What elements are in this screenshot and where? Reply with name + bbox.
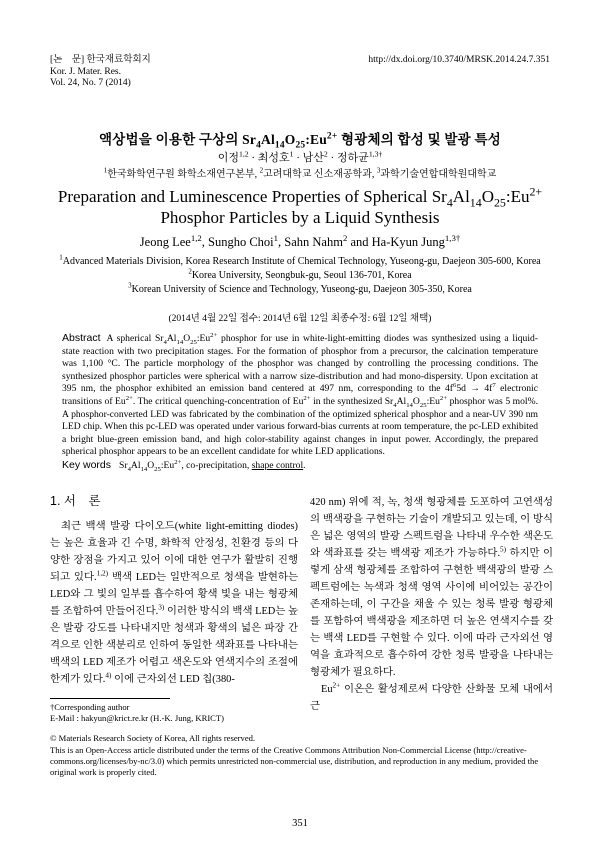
corresponding-author: †Corresponding author [50,702,130,712]
affiliation-2: $^2$Korea University, Seongbuk-gu, Seoul 136-701, Korea [188,267,412,281]
body-right-column: 420 nm) 위에 적, 녹, 청색 형광체를 도포하여 고연색성의 백색광을 구현하는 기술이 개발되고 있는데, 이 방식은 넓은 영역의 발광 스펙트럼을 나타내 우수한 색온도와 색좌표를 갖는 백색광 제조가 가능하다.$^{5)}$ 하지만 이렇게 삼색 형광체를 조합하여 구현한 백색광의 발광 스펙트럼에는 녹색과 청색 영역 사이에 비어있는 공간이 존재하는데, 이 구간을 채울 수 있는 청록 발광 형광체를 포함하여 백색광을 제조하면 더 높은 연색지수를 갖는 백색 LED를 구현할 수 있다. 이에 따라 근자외선 영역을 효과적으로 흡수하여 강한 청록 발광을 나타내는 형광체가 필요하다. $Eu^{2+}$ 이온은 활성제로써 다양한 산화물 모체 내에서 근 [310,497,553,712]
footnotes [50,702,553,778]
korean-authors: 이정$^{1,2}$ · 최성호$^1$ · 남산$^2$ · 정하균$^{1,3\dagger}$ [217,149,383,164]
keyword-shape-control: shape control [251,460,304,471]
journal-volume: Vol. 24, No. 7 (2014) [50,78,131,88]
license-notice: This is an Open-Access article distributed under the terms of the Creative Commons Attribution Non-Commercial License (http://creative-commons.org/licenses/by-nc/3.0) which permits unrestricted non-commercial use, distribution, and reproduction in any medium, provided the original work is properly cited. [50,744,539,778]
abstract-label: Abstract [62,332,101,344]
keyword-coprecipitation: co-precipitation [186,460,247,471]
korean-title: 액상법을 이용한 구상의 $Sr_4Al_{14}O_{25}:Eu^{2+}$ 형광체의 합성 및 발광 특성 [99,131,501,151]
copyright-notice: © Materials Research Society of Korea, All rights reserved. [50,733,256,744]
keywords-label: Key words [62,459,112,471]
affiliation-1: $^1$Advanced Materials Division, Korea Research Institute of Chemical Technology, Yuseong-gu, Daejeon 305-600, Korea [59,253,541,267]
keywords: Key words $Sr_4Al_{14}O_{25}:Eu^{2+}$, co-precipitation, shape control. [62,458,306,473]
journal-abbrev: Kor. J. Mater. Res. [50,66,121,77]
affiliation-3: $^3$Korean University of Science and Technology, Yuseong-gu, Daejeon 305-350, Korea [128,281,472,295]
author-email: E-Mail : hakyun@krict.re.kr (H.-K. Jung, KRICT) [50,713,225,724]
english-title: Preparation and Luminescence Properties of Spherical $Sr_4Al_{14}O_{25}:Eu^{2+}$ Phosphor Particles by a Liquid Synthesis [57,184,543,227]
page-number: 351 [292,818,308,829]
doi-link[interactable]: http://dx.doi.org/10.3740/MRSK.2014.24.7.351 [368,55,550,65]
korean-affiliations: $^1$한국화학연구원 화학소재연구본부, $^2$고려대학교 신소재공학과, $^3$과학기술연합대학원대학교 [103,166,497,180]
abstract: Abstract A spherical $Sr_4Al_{14}O_{25}:Eu^{2+}$ phosphor for use in white-light-emitting diodes was synthesized using a liquid-state reaction with two precipitation stages. For the formation of phosphor from a precursor, the calcination temperature was 1,100 °C. The particle morphology of the phosphor was changed by controlling the processing conditions. The synthesized phosphor particles were spherical with a narrow size-distribution and had mono-dispersity. Upon excitation at 395 nm, the phosphor exhibited an emission band centered at 497 nm, corresponding to the $4f^65d \to 4f^7$ electronic transitions of $Eu^{2+}$. The critical quenching-concentration of $Eu^{2+}$ in the synthesized $Sr_4Al_{14}O_{25}:Eu^{2+}$ phosphor was 5 mol%. A phosphor-converted LED was fabricated by the combination of the optimized spherical phosphor and a near-UV 390 nm LED chip. When this pc-LED was operated under various forward-bias currents at room temperature, the pc-LED exhibited a bright blue-green emission band, and high color-stability against changes in input power. Accordingly, the prepared spherical phosphor appears to be an excellent candidate for white LED applications. [62,331,538,458]
footnote-divider [50,698,170,699]
body-left-column: 최근 백색 발광 다이오드(white light-emitting diodes)는 높은 효율과 긴 수명, 화학적 안정성, 친환경 등의 다양한 장점을 가지고 있어 이에 대한 연구가 활발히 진행되고 있다.$^{1,2)}$ 백색 LED는 일반적으로 청색을 발현하는 LED와 그 빛의 일부를 흡수하여 황색 빛을 내는 형광체를 조합하여 만들어진다.$^{3)}$ 이러한 방식의 백색 LED는 높은 발광 강도를 나타내지만 청색과 황색의 넓은 파장 간격으로 인한 색분리로 인하여 동일한 색좌표를 나타내는 백색의 LED 제조가 어렵고 색온도와 연색지수의 조절에 한계가 있다.$^{4)}$ 이에 근자외선 LED 칩(380- [50,521,299,685]
section-heading-introduction: 1. 서 론 [50,494,101,508]
received-dates: (2014년 4월 22일 접수: 2014년 6월 12일 최종수정: 6월 12일 채택) [168,314,432,324]
journal-info [50,55,151,90]
journal-name-korean: [논 문] 한국재료학회지 [50,55,151,65]
english-authors: Jeong Lee$^{1,2}$, Sungho Choi$^1$, Sahn Nahm$^2$ and Ha-Kyun Jung$^{1,3\dagger}$ [139,232,461,249]
english-affiliations [0,255,600,297]
